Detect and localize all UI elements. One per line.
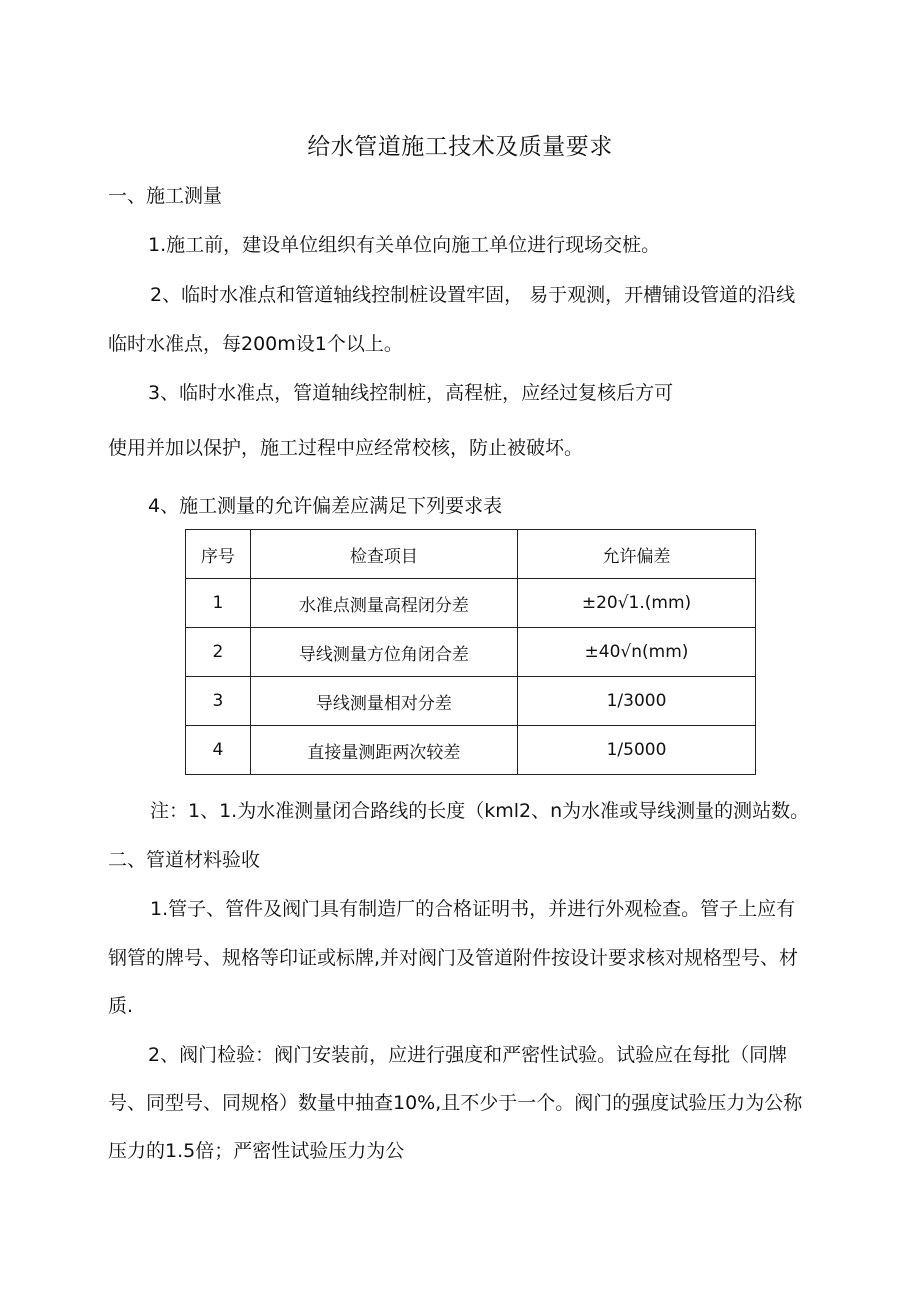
table-cell: 直接量测距两次较差 — [250, 726, 517, 775]
table-header-cell: 允许偏差 — [517, 530, 755, 579]
table-cell: 4 — [186, 726, 251, 775]
section-heading-materials: 二、管道材料验收 — [108, 849, 261, 871]
table-cell: 1/3000 — [517, 677, 755, 726]
table-cell: 2 — [186, 628, 251, 677]
table-cell: 3 — [186, 677, 251, 726]
document-title: 给水管道施工技术及质量要求 — [307, 134, 613, 160]
table-row — [186, 579, 756, 628]
paragraph-1-1: 1.施工前，建设单位组织有关单位向施工单位进行现场交桩。 — [148, 234, 661, 256]
paragraph-1-4: 4、施工测量的允许偏差应满足下列要求表 — [148, 495, 503, 517]
section-heading-survey: 一、施工测量 — [108, 185, 223, 207]
table-header-row — [186, 530, 756, 579]
table-header-cell: 检查项目 — [250, 530, 517, 579]
table-cell: 水准点测量高程闭分差 — [250, 579, 517, 628]
paragraph-2-1-line1: 1.管子、管件及阀门具有制造厂的合格证明书，并进行外观检查。管子上应有 — [150, 898, 796, 920]
table-cell: 导线测量相对分差 — [250, 677, 517, 726]
paragraph-2-2-line3: 压力的1.5倍；严密性试验压力为公 — [108, 1140, 405, 1162]
table-row — [186, 677, 756, 726]
paragraph-1-2-line1: 2、临时水准点和管道轴线控制桩设置牢固， 易于观测，开槽铺设管道的沿线 — [150, 284, 796, 306]
table-cell: 1/5000 — [517, 726, 755, 775]
table-header-cell: 序号 — [186, 530, 251, 579]
table-cell: ±20√1.(mm) — [517, 579, 755, 628]
table-cell: 1 — [186, 579, 251, 628]
paragraph-2-1-line3: 质. — [108, 995, 134, 1017]
table-cell: ±40√n(mm) — [517, 628, 755, 677]
paragraph-2-2-line1: 2、阀门检验：阀门安装前，应进行强度和严密性试验。试验应在每批（同牌 — [148, 1044, 788, 1066]
paragraph-1-3-line2: 使用并加以保护，施工过程中应经常校核，防止被破坏。 — [108, 437, 584, 459]
table-cell: 导线测量方位角闭合差 — [250, 628, 517, 677]
paragraph-2-1-line2: 钢管的牌号、规格等印证或标牌,并对阀门及管道附件按设计要求核对规格型号、材 — [108, 947, 799, 969]
paragraph-1-3-line1: 3、临时水准点，管道轴线控制桩，高程桩，应经过复核后方可 — [148, 382, 674, 404]
tolerance-table — [185, 529, 756, 775]
table-note: 注：1、1.为水准测量闭合路线的长度（kml2、n为水准或导线测量的测站数。 — [150, 800, 810, 822]
table-row — [186, 628, 756, 677]
table-row — [186, 726, 756, 775]
paragraph-2-2-line2: 号、同型号、同规格）数量中抽查10%,且不少于一个。阀门的强度试验压力为公称 — [108, 1092, 803, 1114]
paragraph-1-2-line2: 临时水准点，每200m设1个以上。 — [108, 333, 403, 355]
